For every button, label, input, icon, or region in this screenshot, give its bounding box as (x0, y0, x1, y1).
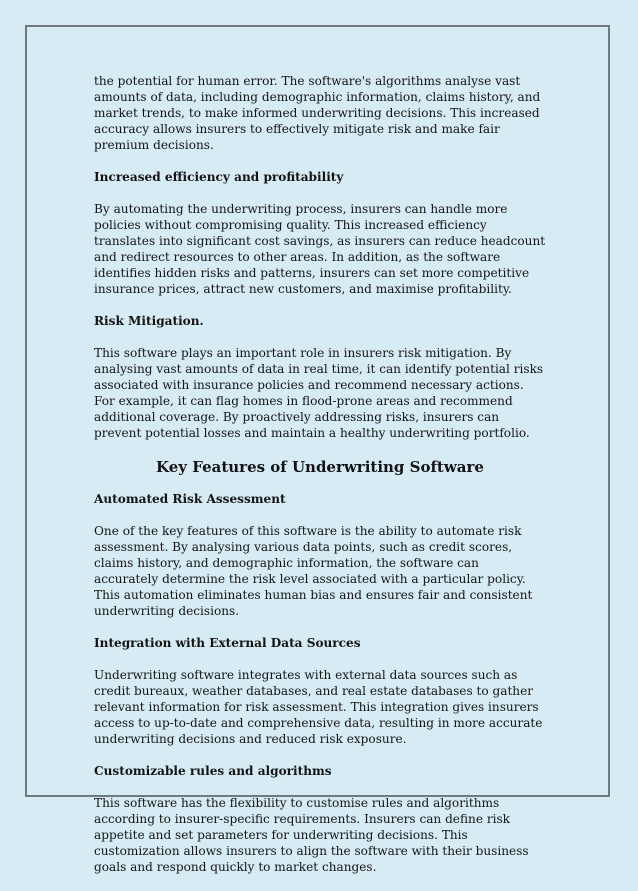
customizable-heading: Customizable rules and algorithms (94, 764, 332, 778)
efficiency-heading: Increased efficiency and profitability (94, 170, 344, 184)
risk-mitigation-paragraph: This software plays an important role in insurers risk mitigation. By analysing vast amounts of data in real time, it can identify potential risks associated with insurance policies and recommend necessary actions. For example, it can flag homes in flood-prone areas and recommend additional coverage. By proactively addressing risks, insurers can prevent potential losses and maintain a healthy underwriting portfolio. (94, 346, 544, 440)
customizable-paragraph: This software has the flexibility to customise rules and algorithms according to insurer-specific requirements. Insurers can define risk appetite and set parameters for underwriting decisions. This customization allows insurers to align the software with their business goals and respond quickly to market changes. (94, 796, 529, 874)
intro-paragraph: the potential for human error. The software's algorithms analyse vast amounts of data, including demographic information, claims history, and market trends, to make informed underwriting decisions. This increased accuracy allows insurers to effectively mitigate risk and make fair premium decisions. (94, 74, 541, 152)
key-features-title: Key Features of Underwriting Software (156, 458, 484, 476)
automated-risk-heading: Automated Risk Assessment (94, 492, 286, 506)
automated-risk-paragraph: One of the key features of this software is the ability to automate risk assessment. By analysing various data points, such as credit scores, claims history, and demographic information, the software can accurately determine the risk level associated with a particular policy. This automation eliminates human bias and ensures fair and consistent underwriting decisions. (94, 524, 533, 618)
efficiency-paragraph: By automating the underwriting process, insurers can handle more policies without compromising quality. This increased efficiency translates into significant cost savings, as insurers can reduce headcount and redirect resources to other areas. In addition, as the software identifies hidden risks and patterns, insurers can set more competitive insurance prices, attract new customers, and maximise profitability. (94, 202, 546, 296)
page-content (94, 73, 546, 891)
integration-heading: Integration with External Data Sources (94, 636, 361, 650)
integration-paragraph: Underwriting software integrates with external data sources such as credit bureaux, weather databases, and real estate databases to gather relevant information for risk assessment. This integration gives insurers access to up-to-date and comprehensive data, resulting in more accurate underwriting decisions and reduced risk exposure. (94, 668, 543, 746)
document-page (25, 25, 610, 874)
risk-mitigation-heading: Risk Mitigation. (94, 314, 204, 328)
